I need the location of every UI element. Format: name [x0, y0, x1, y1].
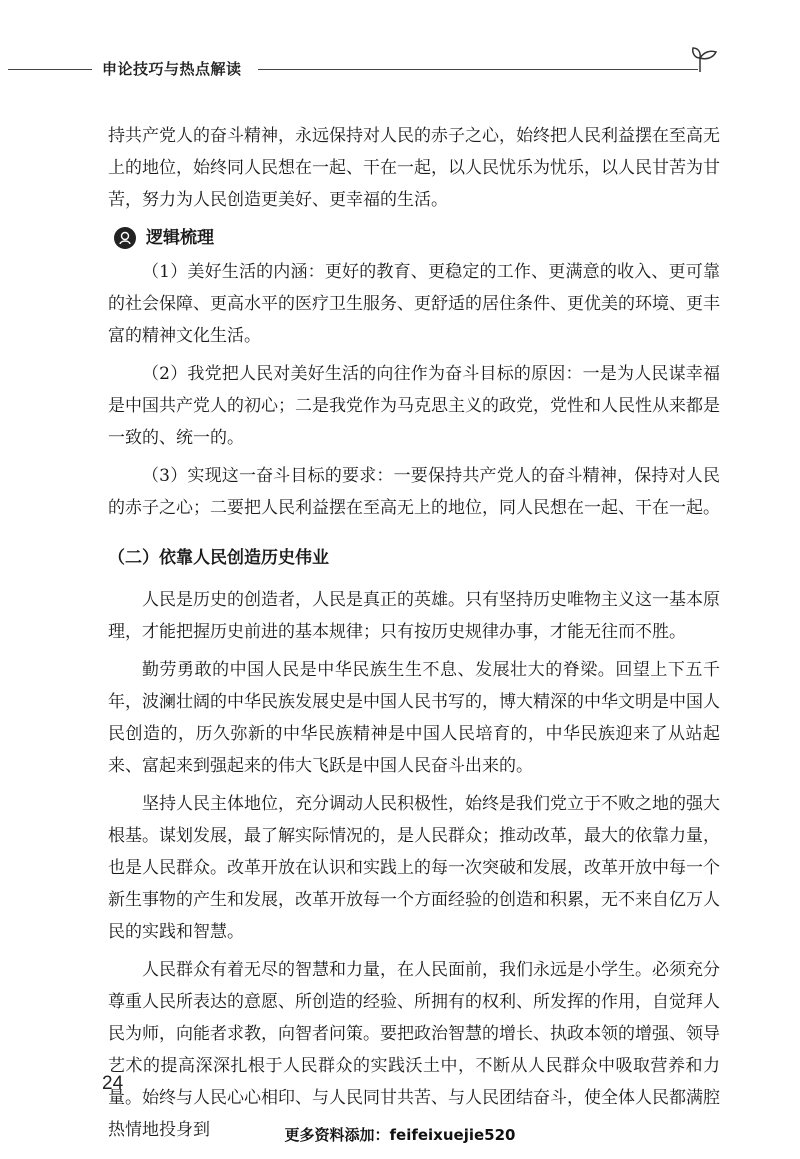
- paragraph: 人民是历史的创造者，人民是真正的英雄。只有坚持历史唯物主义这一基本原理，才能把握历史前进的基本规律；只有按历史规律办事，才能无往而不胜。: [108, 590, 720, 642]
- logic-item: （3）实现这一奋斗目标的要求：一要保持共产党人的奋斗精神，保持对人民的赤子之心；二要把人民利益摆在至高无上的地位，同人民想在一起、干在一起。: [108, 466, 720, 518]
- page-number: 24: [102, 1073, 124, 1094]
- header-rule-right: [258, 69, 698, 70]
- logic-icon: [114, 227, 136, 249]
- paragraph: 坚持人民主体地位，充分调动人民积极性，始终是我们党立于不败之地的强大根基。谋划发展，最了解实际情况的，是人民群众；推动改革，最大的依靠力量，也是人民群众。改革开放在认识和实践上的每一次突破和发展，改革开放中每一个新生事物的产生和发展，改革开放每一个方面经验的创造和积累，无不来自亿万人民的实践和智慧。: [108, 794, 720, 942]
- footer-note: 更多资料添加：feifeixuejie520: [284, 1126, 516, 1144]
- logic-item: （1）美好生活的内涵：更好的教育、更稳定的工作、更满意的收入、更可靠的社会保障、更高水平的医疗卫生服务、更舒适的居住条件、更优美的环境、更丰富的精神文化生活。: [108, 262, 720, 346]
- logic-heading-text: 逻辑梳理: [146, 228, 214, 248]
- logic-heading: [114, 222, 720, 254]
- running-header: [0, 40, 800, 90]
- paragraph: 持共产党人的奋斗精神，永远保持对人民的赤子之心，始终把人民利益摆在至高无上的地位，始终同人民想在一起、干在一起，以人民忧乐为忧乐，以人民甘苦为甘苦，努力为人民创造更美好、更幸福的生活。: [108, 126, 720, 210]
- page-body: [108, 120, 720, 1152]
- header-rule-left: [8, 69, 92, 70]
- logic-item: （2）我党把人民对美好生活的向往作为奋斗目标的原因：一是为人民谋幸福是中国共产党人的初心；二是我党作为马克思主义的政党，党性和人民性从来都是一致的、统一的。: [108, 364, 720, 448]
- section-heading: （二）依靠人民创造历史伟业: [108, 548, 329, 568]
- paragraph: 勤劳勇敢的中国人民是中华民族生生不息、发展壮大的脊梁。回望上下五千年，波澜壮阔的中华民族发展史是中国人民书写的，博大精深的中华文明是中国人民创造的，历久弥新的中华民族精神是中国人民培育的，中华民族迎来了从站起来、富起来到强起来的伟大飞跃是中国人民奋斗出来的。: [108, 660, 720, 776]
- header-title: 申论技巧与热点解读: [102, 60, 242, 78]
- sprout-icon: [690, 40, 726, 76]
- paragraph: 人民群众有着无尽的智慧和力量，在人民面前，我们永远是小学生。必须充分尊重人民所表达的意愿、所创造的经验、所拥有的权利、所发挥的作用，自觉拜人民为师，向能者求教，向智者问策。要把政治智慧的增长、执政本领的增强、领导艺术的提高深深扎根于人民群众的实践沃土中，不断从人民群众中吸取营养和力量。始终与人民心心相印、与人民同甘共苦、与人民团结奋斗，使全体人民都满腔热情地投身到: [108, 960, 720, 1140]
